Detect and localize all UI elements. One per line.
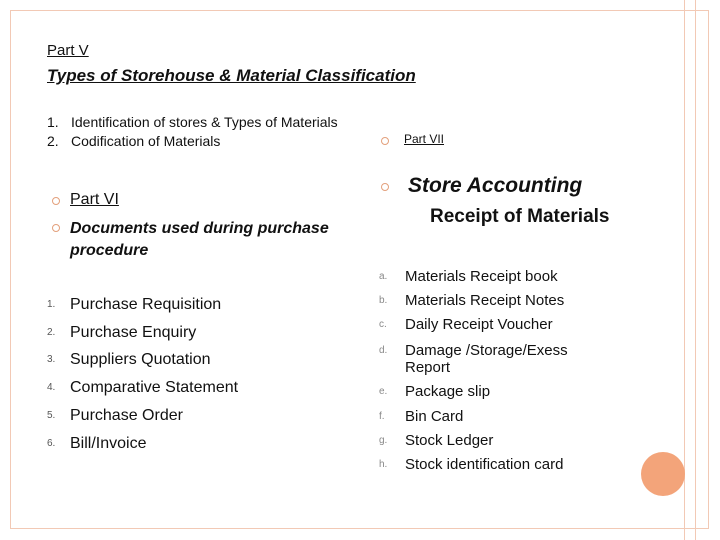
bullet-icon	[52, 197, 60, 205]
list-number: 1.	[47, 299, 56, 310]
list-item: Comparative Statement	[70, 379, 239, 396]
part-v-subtitle: Types of Storehouse & Material Classification	[47, 66, 416, 85]
list-item: Purchase Requisition	[70, 296, 222, 313]
list-item: Damage /Storage/Exess Report	[405, 342, 568, 376]
list-letter: c.	[379, 319, 387, 330]
list-item: Daily Receipt Voucher	[405, 316, 553, 333]
list-number: 4.	[47, 382, 56, 393]
list-item: Bill/Invoice	[70, 435, 147, 452]
topic-number: 2.	[47, 133, 59, 149]
bullet-icon	[52, 224, 60, 232]
part-v-title: Part V	[47, 42, 89, 59]
topic-text: Codification of Materials	[71, 133, 221, 149]
list-number: 3.	[47, 354, 56, 365]
list-item: Stock identification card	[405, 456, 564, 473]
list-letter: a.	[379, 271, 388, 282]
list-letter: f.	[379, 411, 385, 422]
part-vii-label: Part VII	[404, 132, 445, 146]
topic-item	[47, 133, 220, 149]
list-item: Suppliers Quotation	[70, 351, 211, 368]
list-number: 2.	[47, 327, 56, 338]
frame-line-right-outer	[695, 0, 696, 540]
list-letter: h.	[379, 459, 388, 470]
list-item: Package slip	[405, 383, 491, 400]
part-vi-title: Part VI	[70, 191, 119, 208]
store-accounting-title: Store Accounting	[408, 174, 583, 197]
bullet-icon	[381, 137, 389, 145]
list-letter: d.	[379, 345, 388, 356]
list-item: Purchase Order	[70, 407, 183, 424]
topic-item	[47, 114, 338, 130]
list-letter: b.	[379, 295, 388, 306]
list-item: Materials Receipt Notes	[405, 292, 565, 309]
list-item: Materials Receipt book	[405, 268, 558, 285]
list-letter: e.	[379, 386, 388, 397]
accent-circle	[641, 452, 685, 496]
frame-line-right-inner	[684, 0, 685, 540]
topic-text: Identification of stores & Types of Materials	[71, 114, 338, 130]
topic-number: 1.	[47, 114, 59, 130]
list-item: Stock Ledger	[405, 432, 494, 449]
list-letter: g.	[379, 435, 388, 446]
bullet-icon	[381, 183, 389, 191]
part-vi-subtitle: Documents used during purchase procedure	[70, 220, 329, 259]
receipt-subtitle: Receipt of Materials	[430, 206, 610, 227]
list-item: Bin Card	[405, 408, 464, 425]
list-item: Purchase Enquiry	[70, 324, 197, 341]
list-number: 6.	[47, 438, 56, 449]
list-number: 5.	[47, 410, 56, 421]
